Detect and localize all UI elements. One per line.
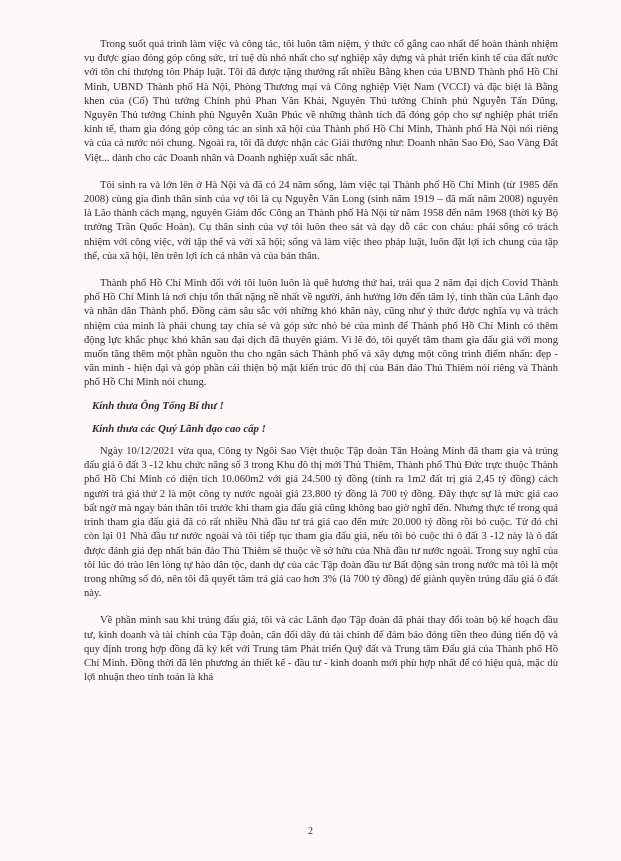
salutation: Kính thưa các Quý Lãnh đạo cao cấp !	[92, 422, 266, 435]
paragraph: Ngày 10/12/2021 vừa qua, Công ty Ngôi Sao Việt thuộc Tập đoàn Tân Hoàng Minh đã tham gia và trúng đấu giá ô đất 3 -12 khu chức năng số 3 trong Khu đô thị mới Thủ Thiêm, Thành phố Thủ Đức trực thuộc Thành phố Hồ Chí Minh có diện tích 10.060m2 với giá 24.500 tỷ đồng (tính ra 1m2 đất trị giá 2,45 tỷ đồng) cách người trả giá thứ 2 là một công ty nước ngoài giá 23.800 tỷ đồng là 700 tỷ đồng. Đây thực sự là mức giá cao bất ngờ mà ngay bản thân tôi trước khi tham gia đấu giá cũng không bao giờ nghĩ đến. Nhưng thực tế trong quá trình tham gia đấu giá đã có rất nhiều Nhà đầu tư trả giá cao đến mức 20.000 tỷ đồng rồi bỏ cuộc. Từ đó chỉ còn lại 01 Nhà đầu tư nước ngoài và tôi tiếp tục tham gia đấu giá, nếu tôi bỏ cuộc thì ô đất 3 -12 này là ô đất được đánh giá đẹp nhất bán đảo Thủ Thiêm sẽ thuộc về sở hữu của Nhà đầu tư nước ngoài. Trong suy nghĩ của tôi lúc đó trào lên lòng tự hào dân tộc, danh dự của các Tập đoàn đầu tư Bất động sản trong nước mà tôi là một trong những số đó, nên tôi đã quyết tâm trả giá cao hơn 3% (là 700 tỷ đồng) để giành quyền trúng đấu giá ô đất này.	[84, 446, 558, 600]
paragraph: Về phần mình sau khi trúng đấu giá, tôi và các Lãnh đạo Tập đoàn đã phải thay đổi toàn bộ kế hoạch đầu tư, kinh doanh và tài chính của Tập đoàn, cân đối dây đủ tài chính để đảm bảo đóng tiền theo đúng tiến độ và quy định trong hợp đồng đã ký kết với Trung tâm Phát triển Quỹ đất và Trung tâm Đấu giá của Thành phố Hồ Chí Minh. Đồng thời đã lên phương án thiết kế - đầu tư - kinh doanh mới phù hợp nhất để có hiệu quả, mặc dù lợi nhuận theo tính toán là khá	[84, 615, 558, 684]
paragraph: Trong suốt quá trình làm việc và công tác, tôi luôn tâm niệm, ý thức cố gắng cao nhất để hoàn thành nhiệm vụ được giao đóng góp công sức, trí tuệ dù nhỏ nhất cho sự nghiệp xây dựng và phát triển kinh tế của đất nước với tôn chỉ thượng tôn Pháp luật. Tôi đã được tặng thưởng rất nhiều Bằng khen của UBND Thành phố Hồ Chí Minh, UBND Thành phố Hà Nội, Phòng Thương mại và Công nghiệp Việt Nam (VCCI) và đặc biệt là Bằng khen của (Cố) Thủ tướng Chính phủ Phan Văn Khải, Nguyên Thủ tướng Chính phủ Nguyễn Tấn Dũng, Nguyên Thủ tướng Chính phủ Nguyễn Xuân Phúc về những thành tích đã đóng góp cho sự nghiệp phát triển kinh tế, tham gia đóng góp công tác an sinh xã hội của Thành phố Hồ Chí Minh, Thành phố Hà Nội nói riêng và của cả nước nói chung. Ngoài ra, tôi đã được nhận các Giải thưởng như: Doanh nhân Sao Đỏ, Sao Vàng Đất Việt... dành cho các Doanh nhân và Doanh nghiệp xuất sắc nhất.	[84, 39, 558, 164]
salutation: Kính thưa Ông Tổng Bí thư !	[92, 399, 224, 412]
paragraph: Tôi sinh ra và lớn lên ở Hà Nội và đã có 24 năm sống, làm việc tại Thành phố Hồ Chí Minh (từ 1985 đến 2008) cùng gia đình thân sinh của vợ tôi là cụ Nguyễn Văn Long (sinh năm 1919 – đã mất năm 2008) nguyên là Lão thành cách mạng, nguyên Giám đốc Công an Thành phố Hà Nội từ năm 1958 đến năm 1968 (thời kỳ Bộ trưởng Trần Quốc Hoàn). Cụ thân sinh của vợ tôi luôn theo sát và dạy dỗ các con cháu: phải sống có trách nhiệm với công việc, với tập thể và với xã hội; sống và làm việc theo pháp luật, luôn đặt lợi ích chung của tập thể, của xã hội, lên trên lợi ích cá nhân và của bản thân.	[84, 179, 558, 262]
paragraph: Thành phố Hồ Chí Minh đối với tôi luôn luôn là quê hương thứ hai, trải qua 2 năm đại dịch Covid Thành phố Hồ Chí Minh là nơi chịu tổn thất nặng nề nhất về người, ảnh hưởng lớn đến tâm lý, tinh thần của Lãnh đạo và nhân dân Thành phố. Đồng cảm sâu sắc với những khó khăn này, cũng như ý thức được nghĩa vụ và trách nhiệm của mình là phải chung tay chia sẻ và góp sức nhỏ bé của mình để Thành phố Hồ Chí Minh có thêm động lực khắc phục khó khăn sau đại dịch đã thuyên giảm. Vì lẽ đó, tôi quyết tâm tham gia đấu giá với mong muốn tăng thêm một phần nguồn thu cho ngân sách Thành phố và xây dựng một công trình điểm nhấn: đẹp - văn minh - hiện đại và góp phần cải thiện bộ mặt kiến trúc đô thị của Bán đảo Thủ Thiêm nói riêng và Thành phố Hồ Chí Minh nói chung.	[84, 278, 558, 389]
page-number: 2	[308, 826, 313, 837]
document-body	[84, 38, 558, 698]
